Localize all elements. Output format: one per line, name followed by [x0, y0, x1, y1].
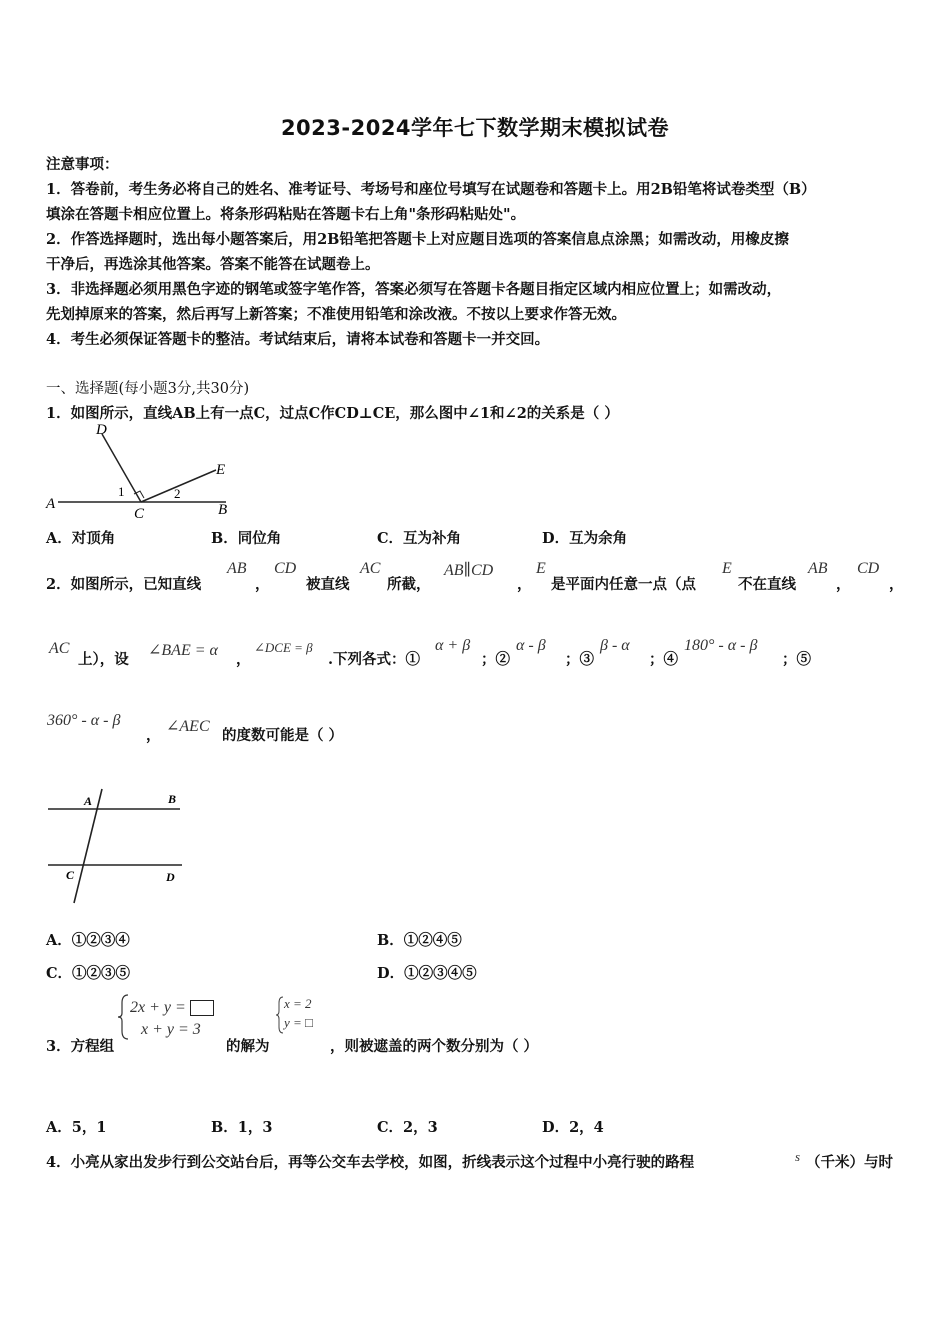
q2-text-8: ；②	[481, 651, 510, 668]
q2-text-10: ；④	[649, 651, 678, 668]
q2-figure	[44, 785, 194, 910]
q2-expr-1: α + β	[435, 637, 471, 654]
q2-option-d[interactable]: D．①②③④⑤	[377, 965, 477, 982]
label-d: D	[96, 422, 107, 438]
q1-option-d[interactable]: D．互为余角	[542, 530, 628, 547]
notice-line-2: 填涂在答题卡相应位置上。将条形码粘贴在答题卡右上角"条形码粘贴处"。	[46, 206, 526, 223]
q2-e: E	[536, 560, 546, 577]
q2-comma-6: ，	[146, 727, 161, 744]
q2-cd-2: CD	[857, 560, 880, 577]
label-b: B	[218, 502, 228, 518]
q2-option-b[interactable]: B．①②④⑤	[377, 932, 462, 949]
notice-line-5: 3．非选择题必须用黑色字迹的钢笔或签字笔作答，答案必须写在答题卡各题目指定区域内相应位置上；如需改动，	[46, 281, 782, 298]
q2-comma-3: ，	[836, 576, 851, 593]
q2-expr-3: β - α	[600, 637, 630, 654]
notice-line-6: 先划掉原来的答案，然后再写上新答案；不准使用铅笔和涂改液。不按以上要求作答无效。	[46, 306, 626, 323]
q3-text-3: ，则被遮盖的两个数分别为（ ）	[330, 1038, 539, 1055]
label-b: B	[168, 792, 177, 806]
q2-angle-bae: ∠BAE = α	[148, 642, 218, 659]
notice-heading: 注意事项：	[46, 156, 119, 173]
q1-option-c[interactable]: C．互为补角	[377, 530, 462, 547]
q2-ab-2: AB	[808, 560, 828, 577]
label-a: A	[84, 794, 93, 808]
q1-option-a[interactable]: A．对顶角	[46, 530, 116, 547]
q4-text-1: 4．小亮从家出发步行到公交站台后，再等公交车去学校，如图，折线表示这个过程中小亮行驶的路程	[46, 1154, 695, 1171]
q3-option-d[interactable]: D．2，4	[542, 1119, 604, 1136]
q2-angle-aec: ∠AEC	[166, 718, 210, 735]
q2-ab: AB	[227, 560, 247, 577]
q2-text-2: 被直线	[306, 576, 350, 593]
page-title: 2023-2024学年七下数学期末模拟试卷	[280, 116, 670, 140]
q2-expr-2: α - β	[516, 637, 546, 654]
label-a: A	[46, 496, 56, 512]
q3-equation-2: x + y = 3	[141, 1021, 201, 1038]
notice-line-7: 4．考生必须保证答题卡的整洁。考试结束后，请将本试卷和答题卡一并交回。	[46, 331, 550, 348]
q3-solution-2: y = □	[284, 1015, 313, 1030]
section-heading: 一、选择题(每小题3分,共30分)	[46, 381, 250, 397]
q2-comma-4: ，	[889, 576, 904, 593]
q2-ac-2: AC	[49, 640, 70, 657]
q2-comma-1: ，	[255, 576, 270, 593]
q2-expr-4: 180° - α - β	[684, 637, 758, 654]
q3-equation-1: 2x + y =	[130, 999, 214, 1017]
label-e: E	[216, 462, 226, 478]
q2-expr-5: 360° - α - β	[47, 712, 121, 729]
q2-parallel: AB∥CD	[444, 562, 494, 579]
q2-comma-5: ，	[236, 651, 251, 668]
q2-text-4: 是平面内任意一点（点	[551, 576, 696, 593]
q2-text-5: 不在直线	[738, 576, 796, 593]
q3-option-b[interactable]: B．1，3	[211, 1119, 273, 1136]
q3-solution-1: x = 2	[284, 996, 312, 1011]
q1-stem: 1．如图所示，直线AB上有一点C，过点C作CD⊥CE，那么图中∠1和∠2的关系是（ ）	[46, 405, 619, 422]
q2-cd: CD	[274, 560, 297, 577]
q3-system-brace	[117, 993, 131, 1041]
q2-option-c[interactable]: C．①②③⑤	[46, 965, 131, 982]
notice-line-1: 1．答卷前，考生务必将自己的姓名、准考证号、考场号和座位号填写在试题卷和答题卡上。用2B铅笔将试卷类型（B）	[46, 181, 816, 198]
notice-line-3: 2．作答选择题时，选出每小题答案后，用2B铅笔把答题卡上对应题目选项的答案信息点涂黑；如需改动，用橡皮擦	[46, 231, 789, 248]
q2-option-a[interactable]: A．①②③④	[46, 932, 130, 949]
q2-text-1: 2．如图所示，已知直线	[46, 576, 202, 593]
q2-text-6: 上），设	[78, 651, 129, 668]
angle-1-label: 1	[118, 484, 125, 499]
q2-angle-dce: ∠DCE = β	[254, 640, 313, 655]
label-c: C	[66, 868, 75, 882]
q2-ac: AC	[360, 560, 381, 577]
q2-text-11: ；⑤	[782, 651, 811, 668]
q3-text-1: 3．方程组	[46, 1038, 115, 1055]
q3-option-c[interactable]: C．2，3	[377, 1119, 438, 1136]
q1-figure	[40, 420, 240, 520]
q2-text-3: 所截，	[387, 576, 431, 593]
q2-text-9: ；③	[565, 651, 594, 668]
q4-s: s	[795, 1149, 801, 1164]
covered-number-box	[190, 1000, 214, 1016]
q2-text-12: 的度数可能是（ ）	[222, 727, 344, 744]
q2-e-2: E	[722, 560, 732, 577]
q1-option-b[interactable]: B．同位角	[211, 530, 282, 547]
label-d: D	[166, 870, 175, 884]
notice-line-4: 干净后，再选涂其他答案。答案不能答在试题卷上。	[46, 256, 380, 273]
q3-text-2: 的解为	[226, 1038, 270, 1055]
label-c: C	[134, 506, 145, 520]
q2-comma-2: ，	[517, 576, 532, 593]
angle-2-label: 2	[174, 486, 181, 501]
q2-text-7: .下列各式：①	[328, 651, 421, 668]
q3-option-a[interactable]: A．5，1	[46, 1119, 107, 1136]
q4-text-2: （千米）与时	[806, 1154, 893, 1171]
